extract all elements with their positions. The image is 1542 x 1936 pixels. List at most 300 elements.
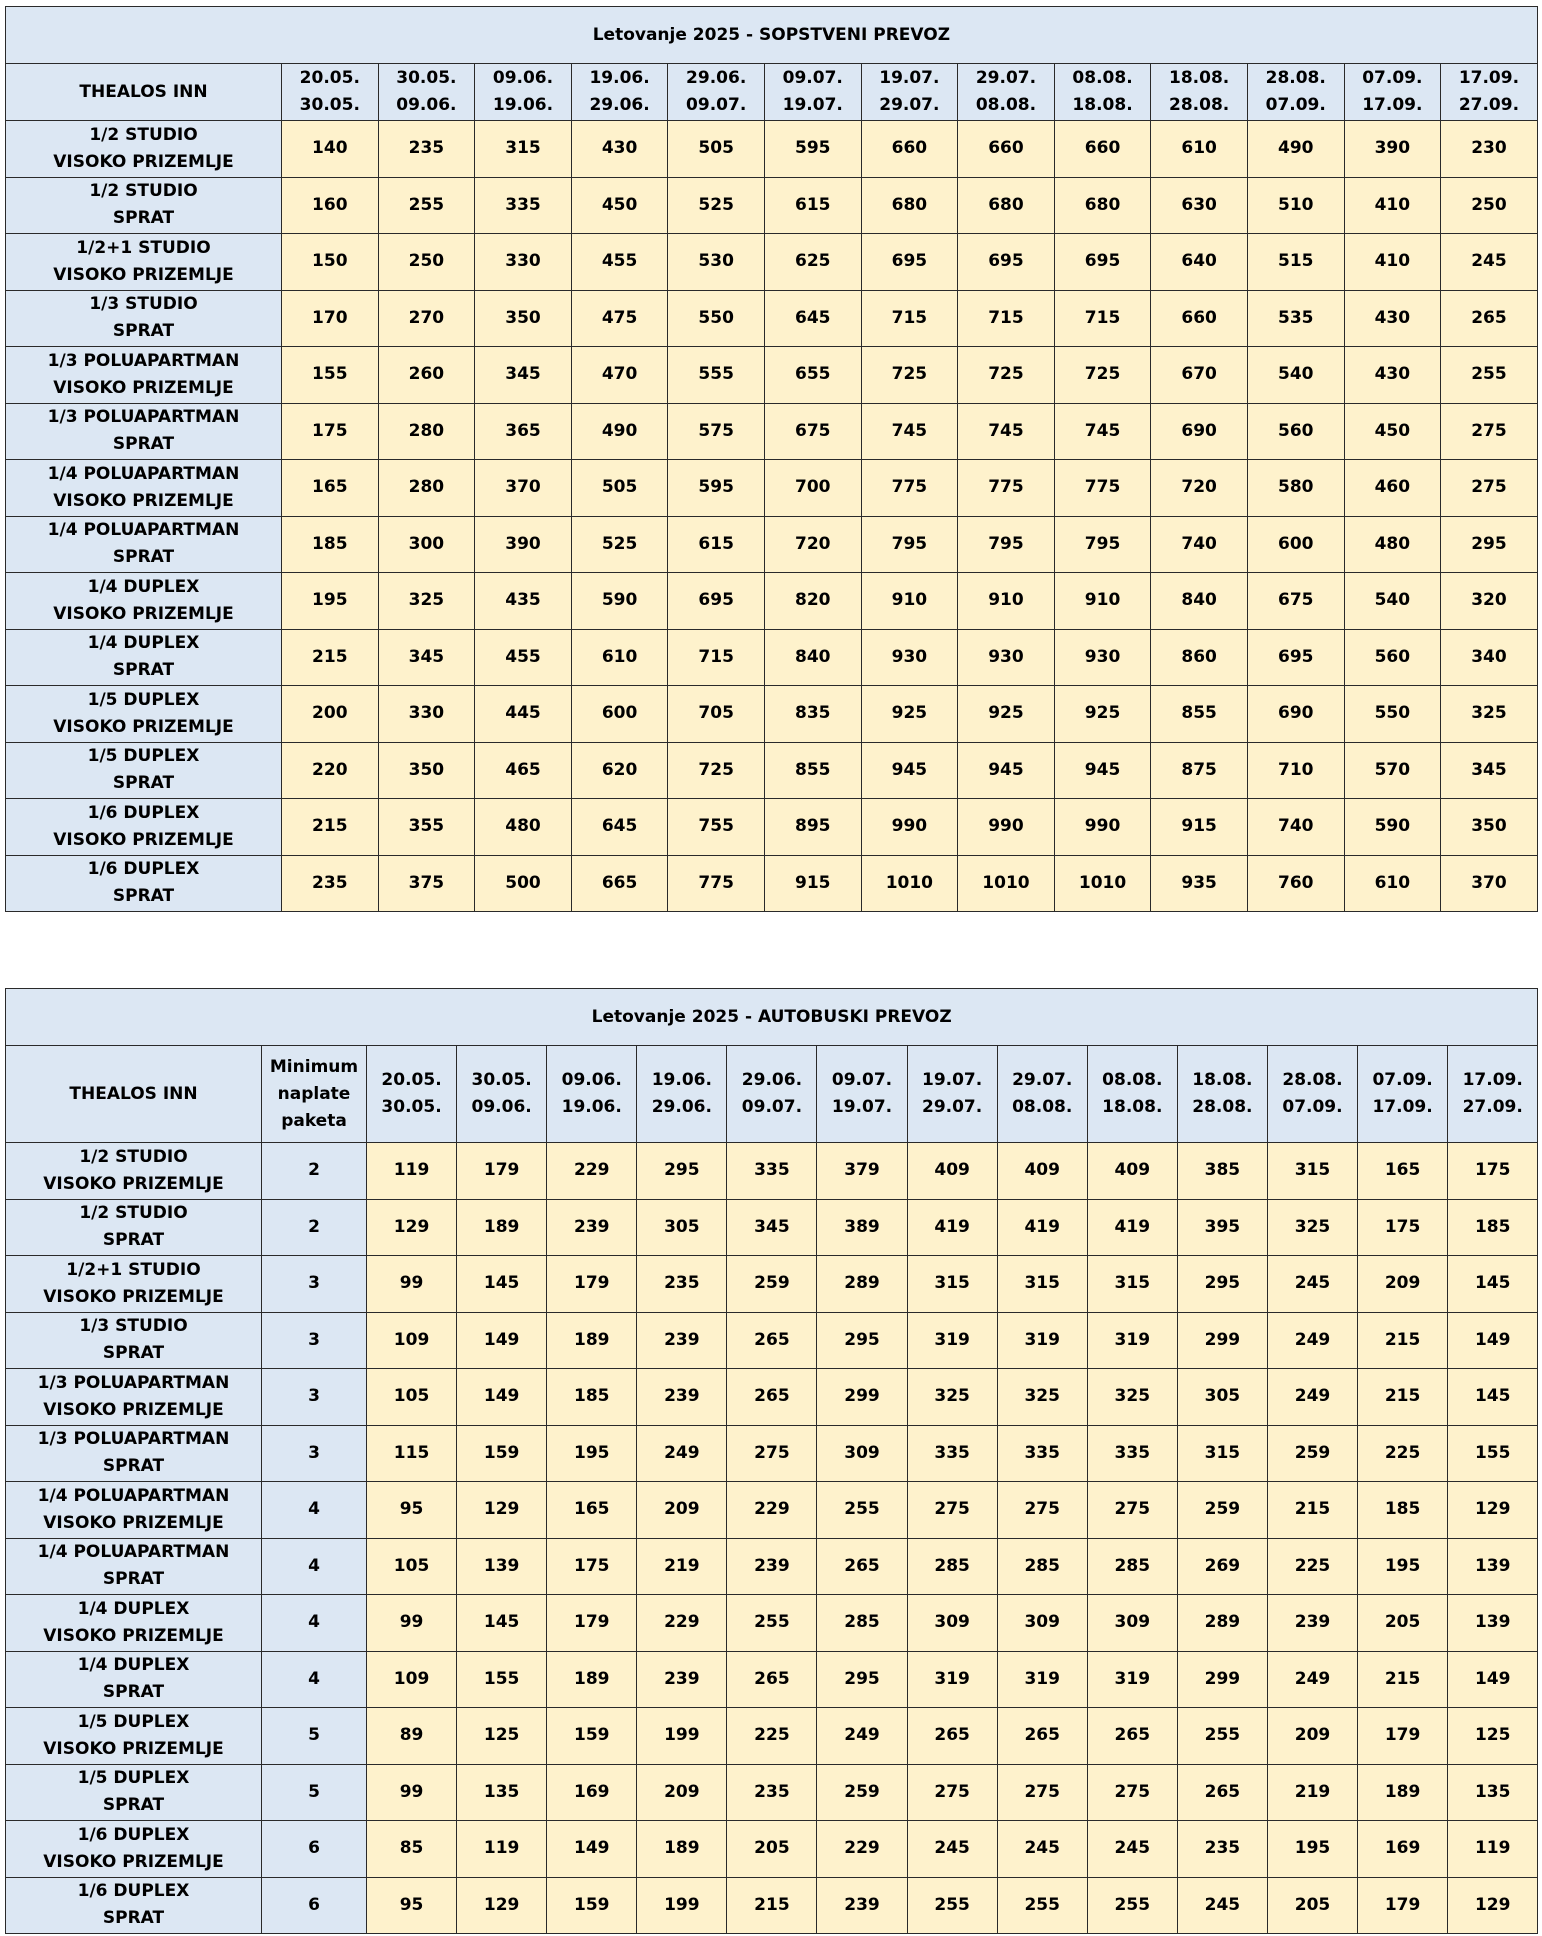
room-type-line: 1/4 POLUAPARTMAN bbox=[37, 1542, 230, 1563]
room-type-cell bbox=[6, 742, 282, 799]
price-cell: 219 bbox=[1267, 1764, 1357, 1821]
room-type-cell bbox=[6, 234, 282, 291]
table-row bbox=[6, 177, 1538, 234]
room-type-line: 1/4 DUPLEX bbox=[77, 1598, 190, 1619]
price-cell: 575 bbox=[668, 403, 765, 460]
price-cell: 490 bbox=[571, 403, 668, 460]
period-date: 08.08. bbox=[1012, 1097, 1073, 1117]
price-cell: 419 bbox=[1087, 1199, 1177, 1256]
price-cell: 715 bbox=[861, 290, 958, 347]
price-cell: 185 bbox=[547, 1369, 637, 1426]
price-cell: 335 bbox=[997, 1425, 1087, 1482]
price-cell: 990 bbox=[1054, 799, 1151, 856]
price-cell: 255 bbox=[1177, 1708, 1267, 1765]
room-type-cell bbox=[6, 855, 282, 912]
price-cell: 179 bbox=[1358, 1877, 1448, 1934]
period-header bbox=[907, 1046, 997, 1143]
room-type-line: VISOKO PRIZEMLJE bbox=[53, 490, 234, 511]
period-header bbox=[475, 64, 572, 121]
table-row bbox=[6, 234, 1538, 291]
room-type-line: 1/4 DUPLEX bbox=[87, 633, 200, 654]
price-cell: 265 bbox=[907, 1708, 997, 1765]
price-cell: 775 bbox=[861, 460, 958, 517]
table-title-row bbox=[6, 989, 1538, 1046]
price-cell: 915 bbox=[1151, 799, 1248, 856]
room-type-line: 1/5 DUPLEX bbox=[87, 746, 200, 767]
room-type-cell bbox=[6, 1651, 262, 1708]
price-cell: 820 bbox=[764, 573, 861, 630]
price-cell: 229 bbox=[817, 1821, 907, 1878]
period-date: 09.07. bbox=[741, 1097, 803, 1117]
table-row bbox=[6, 460, 1538, 517]
price-cell: 265 bbox=[727, 1369, 817, 1426]
room-type-cell bbox=[6, 1256, 262, 1313]
table-header-row bbox=[6, 1046, 1538, 1143]
price-cell: 525 bbox=[571, 516, 668, 573]
price-cell: 505 bbox=[571, 460, 668, 517]
room-type-line: 1/4 DUPLEX bbox=[77, 1655, 190, 1676]
price-cell: 319 bbox=[997, 1312, 1087, 1369]
price-cell: 470 bbox=[571, 347, 668, 404]
price-cell: 660 bbox=[1151, 290, 1248, 347]
price-cell: 305 bbox=[1177, 1369, 1267, 1426]
price-cell: 215 bbox=[1358, 1651, 1448, 1708]
price-cell: 275 bbox=[907, 1764, 997, 1821]
period-date: 29.07. bbox=[879, 95, 940, 115]
price-cell: 390 bbox=[1344, 121, 1441, 178]
price-cell: 189 bbox=[547, 1651, 637, 1708]
price-cell: 910 bbox=[861, 573, 958, 630]
price-cell: 570 bbox=[1344, 742, 1441, 799]
price-cell: 215 bbox=[282, 799, 379, 856]
room-type-line: 1/3 POLUAPARTMAN bbox=[47, 407, 240, 428]
table-title-row bbox=[6, 7, 1538, 64]
price-cell: 105 bbox=[367, 1369, 457, 1426]
room-type-line: VISOKO PRIZEMLJE bbox=[53, 716, 234, 737]
price-cell: 625 bbox=[764, 234, 861, 291]
price-cell: 700 bbox=[764, 460, 861, 517]
room-type-line: VISOKO PRIZEMLJE bbox=[53, 829, 234, 850]
price-cell: 350 bbox=[475, 290, 572, 347]
price-cell: 319 bbox=[907, 1312, 997, 1369]
price-cell: 150 bbox=[282, 234, 379, 291]
period-header bbox=[1358, 1046, 1448, 1143]
table-row bbox=[6, 629, 1538, 686]
period-header bbox=[861, 64, 958, 121]
price-cell: 385 bbox=[1177, 1143, 1267, 1200]
price-cell: 119 bbox=[367, 1143, 457, 1200]
price-cell: 945 bbox=[958, 742, 1055, 799]
minimum-packages-cell: 3 bbox=[262, 1312, 367, 1369]
price-cell: 179 bbox=[457, 1143, 547, 1200]
price-cell: 199 bbox=[637, 1708, 727, 1765]
minimum-packages-cell: 4 bbox=[262, 1651, 367, 1708]
price-cell: 325 bbox=[1441, 686, 1538, 743]
price-cell: 365 bbox=[475, 403, 572, 460]
room-type-line: 1/2 STUDIO bbox=[89, 181, 198, 202]
minimum-packages-cell: 3 bbox=[262, 1369, 367, 1426]
price-cell: 265 bbox=[1177, 1764, 1267, 1821]
price-cell: 195 bbox=[547, 1425, 637, 1482]
price-cell: 119 bbox=[457, 1821, 547, 1878]
price-cell: 119 bbox=[1448, 1821, 1538, 1878]
price-cell: 199 bbox=[637, 1877, 727, 1934]
price-cell: 169 bbox=[1358, 1821, 1448, 1878]
price-cell: 109 bbox=[367, 1312, 457, 1369]
price-cell: 179 bbox=[547, 1256, 637, 1313]
table-row bbox=[6, 1199, 1538, 1256]
price-cell: 450 bbox=[571, 177, 668, 234]
room-type-line: VISOKO PRIZEMLJE bbox=[53, 603, 234, 624]
room-type-line: SPRAT bbox=[112, 208, 175, 229]
price-cell: 255 bbox=[1087, 1877, 1177, 1934]
room-type-cell bbox=[6, 629, 282, 686]
period-header bbox=[1448, 1046, 1538, 1143]
price-cell: 530 bbox=[668, 234, 765, 291]
room-type-line: VISOKO PRIZEMLJE bbox=[43, 1625, 224, 1646]
price-cell: 325 bbox=[907, 1369, 997, 1426]
price-cell: 745 bbox=[861, 403, 958, 460]
period-date: 19.06. bbox=[651, 1070, 712, 1090]
price-cell: 105 bbox=[367, 1538, 457, 1595]
table-row bbox=[6, 403, 1538, 460]
price-cell: 269 bbox=[1177, 1538, 1267, 1595]
price-cell: 285 bbox=[997, 1538, 1087, 1595]
table-row bbox=[6, 1369, 1538, 1426]
room-type-cell bbox=[6, 799, 282, 856]
price-cell: 695 bbox=[861, 234, 958, 291]
price-cell: 149 bbox=[457, 1369, 547, 1426]
price-cell: 315 bbox=[475, 121, 572, 178]
price-cell: 260 bbox=[378, 347, 475, 404]
price-cell: 325 bbox=[378, 573, 475, 630]
room-type-line: 1/6 DUPLEX bbox=[87, 859, 200, 880]
room-type-line: SPRAT bbox=[102, 1795, 165, 1816]
price-cell: 580 bbox=[1247, 460, 1344, 517]
room-type-line: 1/4 POLUAPARTMAN bbox=[37, 1485, 230, 1506]
price-cell: 910 bbox=[1054, 573, 1151, 630]
price-cell: 465 bbox=[475, 742, 572, 799]
price-cell: 245 bbox=[1441, 234, 1538, 291]
price-cell: 930 bbox=[861, 629, 958, 686]
price-cell: 675 bbox=[764, 403, 861, 460]
price-cell: 620 bbox=[571, 742, 668, 799]
price-cell: 255 bbox=[817, 1482, 907, 1539]
price-cell: 160 bbox=[282, 177, 379, 234]
table-row bbox=[6, 1312, 1538, 1369]
price-cell: 235 bbox=[1177, 1821, 1267, 1878]
room-type-line: 1/2+1 STUDIO bbox=[76, 237, 211, 258]
room-type-line: 1/5 DUPLEX bbox=[77, 1711, 190, 1732]
room-type-cell bbox=[6, 1595, 262, 1652]
room-type-line: 1/4 DUPLEX bbox=[87, 576, 200, 597]
period-date: 19.07. bbox=[831, 1097, 893, 1117]
period-date: 18.08. bbox=[1102, 1097, 1163, 1117]
period-header bbox=[637, 1046, 727, 1143]
price-cell: 660 bbox=[958, 121, 1055, 178]
period-date: 29.07. bbox=[975, 68, 1037, 88]
price-cell: 145 bbox=[1448, 1256, 1538, 1313]
price-cell: 229 bbox=[637, 1595, 727, 1652]
price-cell: 115 bbox=[367, 1425, 457, 1482]
price-cell: 185 bbox=[1358, 1482, 1448, 1539]
minimum-packages-cell: 2 bbox=[262, 1143, 367, 1200]
table-row bbox=[6, 742, 1538, 799]
price-cell: 235 bbox=[727, 1764, 817, 1821]
price-cell: 515 bbox=[1247, 234, 1344, 291]
price-cell: 935 bbox=[1151, 855, 1248, 912]
price-cell: 225 bbox=[727, 1708, 817, 1765]
room-type-line: VISOKO PRIZEMLJE bbox=[43, 1851, 224, 1872]
price-cell: 740 bbox=[1151, 516, 1248, 573]
period-date: 28.08. bbox=[1282, 1070, 1343, 1090]
price-cell: 99 bbox=[367, 1764, 457, 1821]
price-cell: 270 bbox=[378, 290, 475, 347]
table-row bbox=[6, 290, 1538, 347]
price-cell: 245 bbox=[907, 1821, 997, 1878]
price-cell: 540 bbox=[1344, 573, 1441, 630]
price-cell: 795 bbox=[1054, 516, 1151, 573]
period-date: 27.09. bbox=[1462, 1097, 1523, 1117]
price-cell: 675 bbox=[1247, 573, 1344, 630]
period-date: 08.08. bbox=[975, 95, 1037, 115]
period-date: 09.06. bbox=[561, 1070, 622, 1090]
period-header bbox=[547, 1046, 637, 1143]
price-cell: 289 bbox=[1177, 1595, 1267, 1652]
price-cell: 540 bbox=[1247, 347, 1344, 404]
price-cell: 159 bbox=[547, 1708, 637, 1765]
price-cell: 315 bbox=[997, 1256, 1087, 1313]
room-type-line: 1/6 DUPLEX bbox=[77, 1824, 190, 1845]
price-cell: 930 bbox=[958, 629, 1055, 686]
room-type-line: SPRAT bbox=[112, 886, 175, 907]
price-cell: 535 bbox=[1247, 290, 1344, 347]
price-cell: 720 bbox=[1151, 460, 1248, 517]
price-cell: 309 bbox=[817, 1425, 907, 1482]
price-cell: 309 bbox=[1087, 1595, 1177, 1652]
price-cell: 645 bbox=[571, 799, 668, 856]
period-header bbox=[1247, 64, 1344, 121]
price-cell: 590 bbox=[1344, 799, 1441, 856]
period-date: 19.07. bbox=[782, 95, 843, 115]
period-date: 28.08. bbox=[1265, 68, 1326, 88]
price-cell: 129 bbox=[367, 1199, 457, 1256]
period-date: 19.06. bbox=[589, 68, 650, 88]
table-row bbox=[6, 1256, 1538, 1313]
table-row bbox=[6, 1538, 1538, 1595]
minimum-packages-cell: 5 bbox=[262, 1708, 367, 1765]
price-cell: 460 bbox=[1344, 460, 1441, 517]
price-cell: 695 bbox=[1247, 629, 1344, 686]
period-date: 09.07. bbox=[831, 1070, 893, 1090]
price-cell: 840 bbox=[764, 629, 861, 686]
price-cell: 309 bbox=[997, 1595, 1087, 1652]
price-cell: 445 bbox=[475, 686, 572, 743]
price-cell: 295 bbox=[817, 1312, 907, 1369]
price-cell: 95 bbox=[367, 1877, 457, 1934]
room-type-line: SPRAT bbox=[102, 1230, 165, 1251]
price-cell: 275 bbox=[1441, 460, 1538, 517]
price-cell: 430 bbox=[571, 121, 668, 178]
price-cell: 145 bbox=[457, 1595, 547, 1652]
price-cell: 175 bbox=[282, 403, 379, 460]
room-type-line: SPRAT bbox=[112, 547, 175, 568]
price-cell: 930 bbox=[1054, 629, 1151, 686]
room-type-cell bbox=[6, 460, 282, 517]
price-cell: 265 bbox=[817, 1538, 907, 1595]
period-date: 17.09. bbox=[1462, 1070, 1523, 1090]
table-row bbox=[6, 1595, 1538, 1652]
price-cell: 249 bbox=[637, 1425, 727, 1482]
price-cell: 255 bbox=[727, 1595, 817, 1652]
period-header bbox=[1267, 1046, 1357, 1143]
period-date: 19.06. bbox=[492, 95, 554, 115]
price-cell: 145 bbox=[457, 1256, 547, 1313]
price-cell: 640 bbox=[1151, 234, 1248, 291]
room-type-line: SPRAT bbox=[102, 1343, 165, 1364]
period-date: 28.08. bbox=[1169, 95, 1230, 115]
price-cell: 450 bbox=[1344, 403, 1441, 460]
price-cell: 1010 bbox=[1054, 855, 1151, 912]
room-type-line: VISOKO PRIZEMLJE bbox=[53, 264, 234, 285]
price-cell: 655 bbox=[764, 347, 861, 404]
price-cell: 89 bbox=[367, 1708, 457, 1765]
price-cell: 610 bbox=[571, 629, 668, 686]
price-cell: 129 bbox=[457, 1877, 547, 1934]
price-cell: 560 bbox=[1247, 403, 1344, 460]
price-cell: 299 bbox=[1177, 1651, 1267, 1708]
price-cell: 135 bbox=[457, 1764, 547, 1821]
price-cell: 280 bbox=[378, 460, 475, 517]
period-date: 07.09. bbox=[1372, 1070, 1433, 1090]
price-cell: 435 bbox=[475, 573, 572, 630]
price-cell: 760 bbox=[1247, 855, 1344, 912]
price-cell: 245 bbox=[1087, 1821, 1177, 1878]
price-cell: 855 bbox=[764, 742, 861, 799]
price-cell: 555 bbox=[668, 347, 765, 404]
price-cell: 170 bbox=[282, 290, 379, 347]
table-row bbox=[6, 1877, 1538, 1934]
room-type-cell bbox=[6, 1199, 262, 1256]
table-row bbox=[6, 1482, 1538, 1539]
price-cell: 925 bbox=[861, 686, 958, 743]
price-cell: 275 bbox=[997, 1764, 1087, 1821]
room-type-line: SPRAT bbox=[102, 1908, 165, 1929]
room-type-cell bbox=[6, 516, 282, 573]
price-cell: 320 bbox=[1441, 573, 1538, 630]
period-header bbox=[1151, 64, 1248, 121]
price-cell: 775 bbox=[1054, 460, 1151, 517]
price-cell: 680 bbox=[958, 177, 1055, 234]
price-cell: 175 bbox=[547, 1538, 637, 1595]
price-cell: 660 bbox=[1054, 121, 1151, 178]
price-cell: 419 bbox=[997, 1199, 1087, 1256]
price-cell: 325 bbox=[997, 1369, 1087, 1426]
price-cell: 179 bbox=[547, 1595, 637, 1652]
price-cell: 265 bbox=[727, 1651, 817, 1708]
room-type-line: SPRAT bbox=[112, 660, 175, 681]
price-cell: 409 bbox=[907, 1143, 997, 1200]
price-cell: 480 bbox=[475, 799, 572, 856]
price-cell: 695 bbox=[668, 573, 765, 630]
price-cell: 239 bbox=[817, 1877, 907, 1934]
price-cell: 249 bbox=[1267, 1312, 1357, 1369]
price-cell: 355 bbox=[378, 799, 475, 856]
price-cell: 299 bbox=[817, 1369, 907, 1426]
price-cell: 300 bbox=[378, 516, 475, 573]
price-cell: 690 bbox=[1151, 403, 1248, 460]
price-cell: 680 bbox=[1054, 177, 1151, 234]
room-type-line: 1/5 DUPLEX bbox=[87, 689, 200, 710]
price-cell: 280 bbox=[378, 403, 475, 460]
minimum-packages-cell: 3 bbox=[262, 1256, 367, 1313]
period-header bbox=[817, 1046, 907, 1143]
price-cell: 175 bbox=[1448, 1143, 1538, 1200]
period-date: 20.05. bbox=[299, 68, 360, 88]
price-cell: 325 bbox=[1267, 1199, 1357, 1256]
price-cell: 145 bbox=[1448, 1369, 1538, 1426]
price-cell: 345 bbox=[475, 347, 572, 404]
price-cell: 510 bbox=[1247, 177, 1344, 234]
price-cell: 990 bbox=[958, 799, 1055, 856]
price-cell: 209 bbox=[1267, 1708, 1357, 1765]
period-date: 27.09. bbox=[1458, 95, 1520, 115]
room-type-line: 1/2 STUDIO bbox=[79, 1146, 188, 1167]
period-header bbox=[764, 64, 861, 121]
price-cell: 149 bbox=[1448, 1651, 1538, 1708]
price-cell: 189 bbox=[637, 1821, 727, 1878]
price-cell: 775 bbox=[668, 855, 765, 912]
price-cell: 255 bbox=[907, 1877, 997, 1934]
price-cell: 480 bbox=[1344, 516, 1441, 573]
minimum-header bbox=[262, 1046, 367, 1143]
price-cell: 229 bbox=[547, 1143, 637, 1200]
price-cell: 315 bbox=[1177, 1425, 1267, 1482]
price-cell: 139 bbox=[457, 1538, 547, 1595]
price-cell: 125 bbox=[1448, 1708, 1538, 1765]
price-cell: 95 bbox=[367, 1482, 457, 1539]
price-cell: 1010 bbox=[958, 855, 1055, 912]
price-cell: 335 bbox=[907, 1425, 997, 1482]
price-cell: 715 bbox=[958, 290, 1055, 347]
price-cell: 155 bbox=[457, 1651, 547, 1708]
price-cell: 135 bbox=[1448, 1764, 1538, 1821]
price-cell: 745 bbox=[1054, 403, 1151, 460]
price-cell: 319 bbox=[907, 1651, 997, 1708]
room-type-line: 1/3 POLUAPARTMAN bbox=[37, 1429, 230, 1450]
price-cell: 740 bbox=[1247, 799, 1344, 856]
room-type-cell bbox=[6, 686, 282, 743]
price-cell: 99 bbox=[367, 1256, 457, 1313]
period-date: 08.08. bbox=[1102, 1070, 1163, 1090]
price-cell: 285 bbox=[1087, 1538, 1177, 1595]
price-cell: 195 bbox=[1358, 1538, 1448, 1595]
table-row bbox=[6, 1821, 1538, 1878]
room-type-line: 1/6 DUPLEX bbox=[87, 802, 200, 823]
period-date: 30.05. bbox=[396, 68, 457, 88]
price-cell: 389 bbox=[817, 1199, 907, 1256]
price-cell: 139 bbox=[1448, 1538, 1538, 1595]
price-cell: 239 bbox=[637, 1369, 727, 1426]
minimum-packages-cell: 6 bbox=[262, 1877, 367, 1934]
price-cell: 315 bbox=[907, 1256, 997, 1313]
price-cell: 370 bbox=[475, 460, 572, 517]
price-cell: 235 bbox=[378, 121, 475, 178]
price-cell: 840 bbox=[1151, 573, 1248, 630]
price-cell: 265 bbox=[1087, 1708, 1177, 1765]
price-cell: 259 bbox=[1267, 1425, 1357, 1482]
price-cell: 855 bbox=[1151, 686, 1248, 743]
